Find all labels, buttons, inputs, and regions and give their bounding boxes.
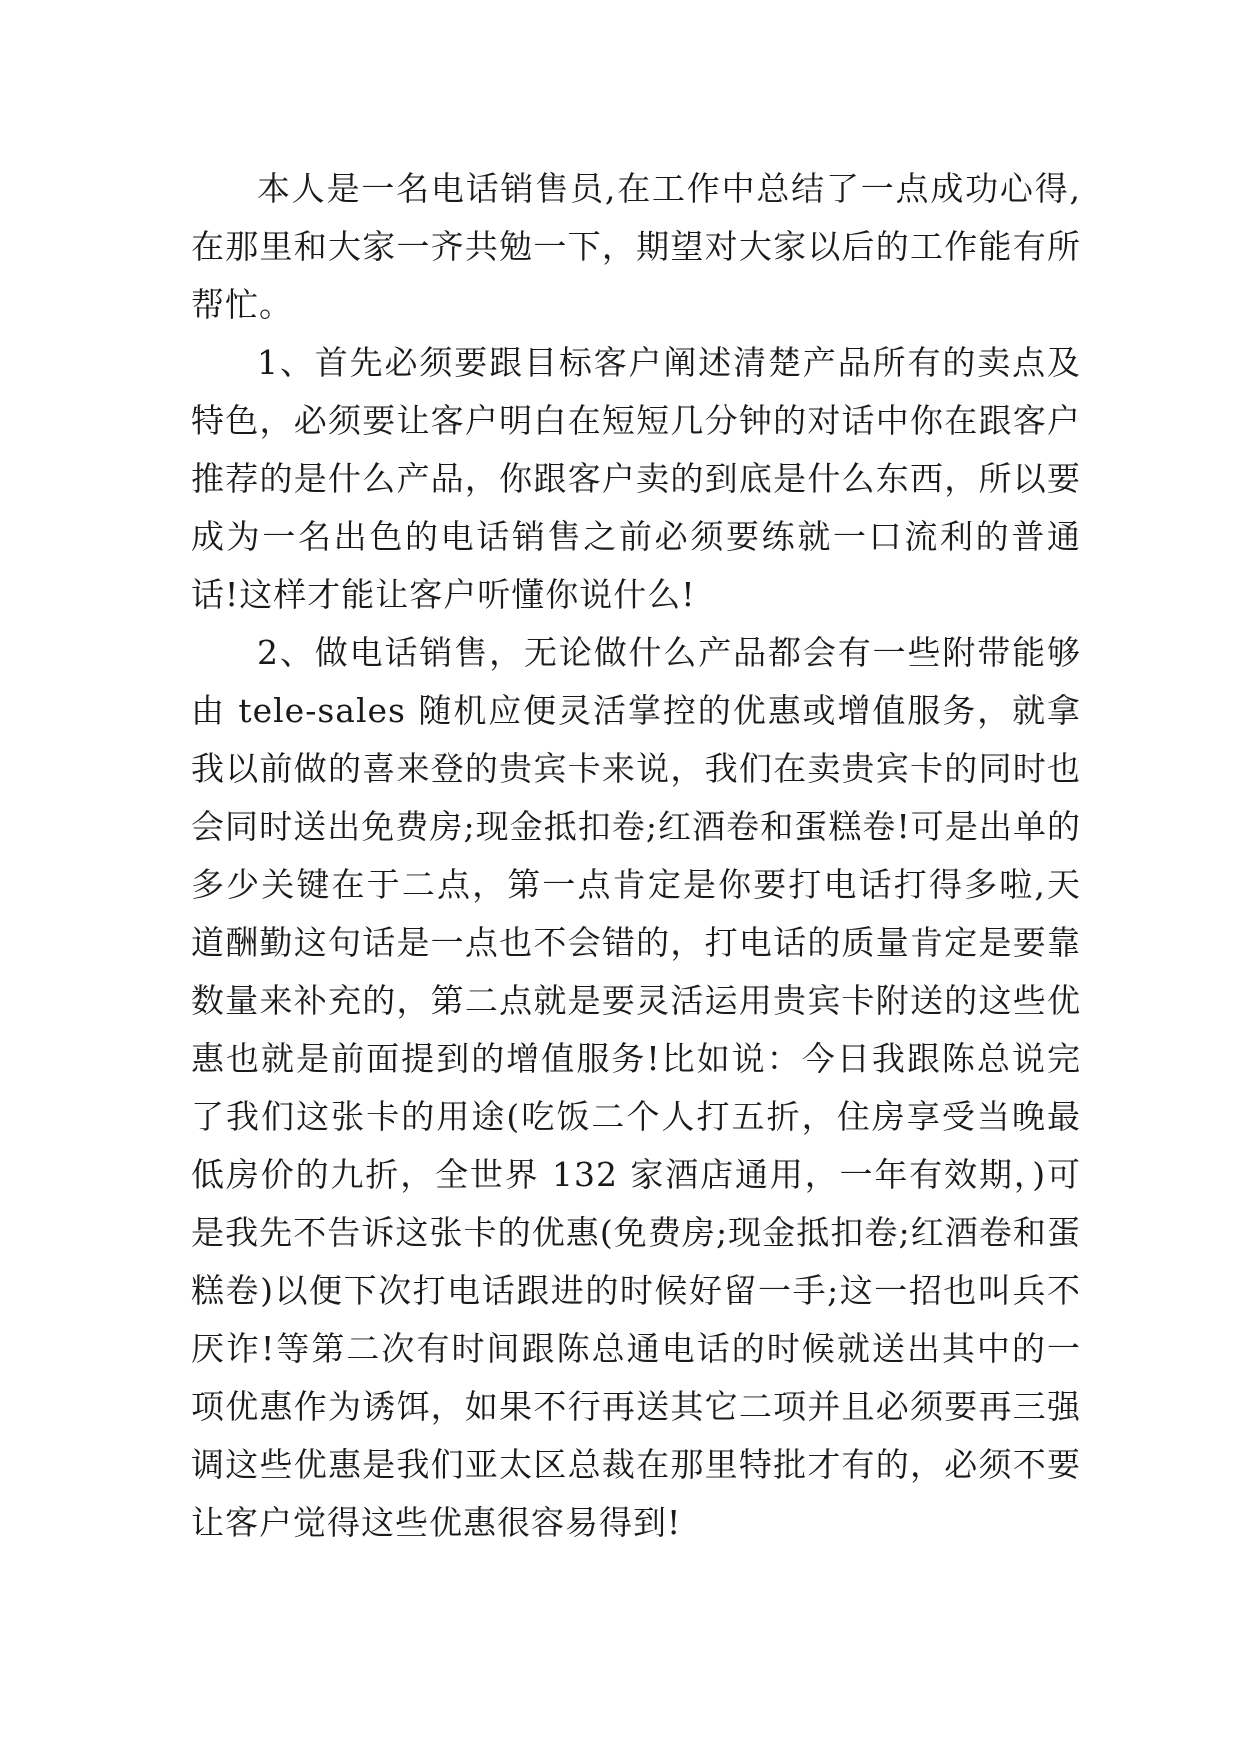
paragraph-intro: 本人是一名电话销售员,在工作中总结了一点成功心得,在那里和大家一齐共勉一下，期望对大家以后的工作能有所帮忙。 [191, 169, 1081, 324]
document-body [191, 160, 1081, 1552]
paragraph-point-2: 2、做电话销售，无论做什么产品都会有一些附带能够由 tele-sales 随机应便灵活掌控的优惠或增值服务，就拿我以前做的喜来登的贵宾卡来说，我们在卖贵宾卡的同时也会同时送出免费房;现金抵扣卷;红酒卷和蛋糕卷!可是出单的多少关键在于二点，第一点肯定是你要打电话打得多啦,天道酬勤这句话是一点也不会错的，打电话的质量肯定是要靠数量来补充的，第二点就是要灵活运用贵宾卡附送的这些优惠也就是前面提到的增值服务!比如说：今日我跟陈总说完了我们这张卡的用途(吃饭二个人打五折，住房享受当晚最低房价的九折，全世界 132 家酒店通用，一年有效期，)可是我先不告诉这张卡的优惠(免费房;现金抵扣卷;红酒卷和蛋糕卷)以便下次打电话跟进的时候好留一手;这一招也叫兵不厌诈!等第二次有时间跟陈总通电话的时候就送出其中的一项优惠作为诱饵，如果不行再送其它二项并且必须要再三强调这些优惠是我们亚太区总裁在那里特批才有的，必须不要让客户觉得这些优惠很容易得到! [191, 633, 1081, 1542]
paragraph-point-1: 1、首先必须要跟目标客户阐述清楚产品所有的卖点及特色，必须要让客户明白在短短几分钟的对话中你在跟客户推荐的是什么产品，你跟客户卖的到底是什么东西，所以要成为一名出色的电话销售之前必须要练就一口流利的普通话!这样才能让客户听懂你说什么! [191, 343, 1081, 614]
